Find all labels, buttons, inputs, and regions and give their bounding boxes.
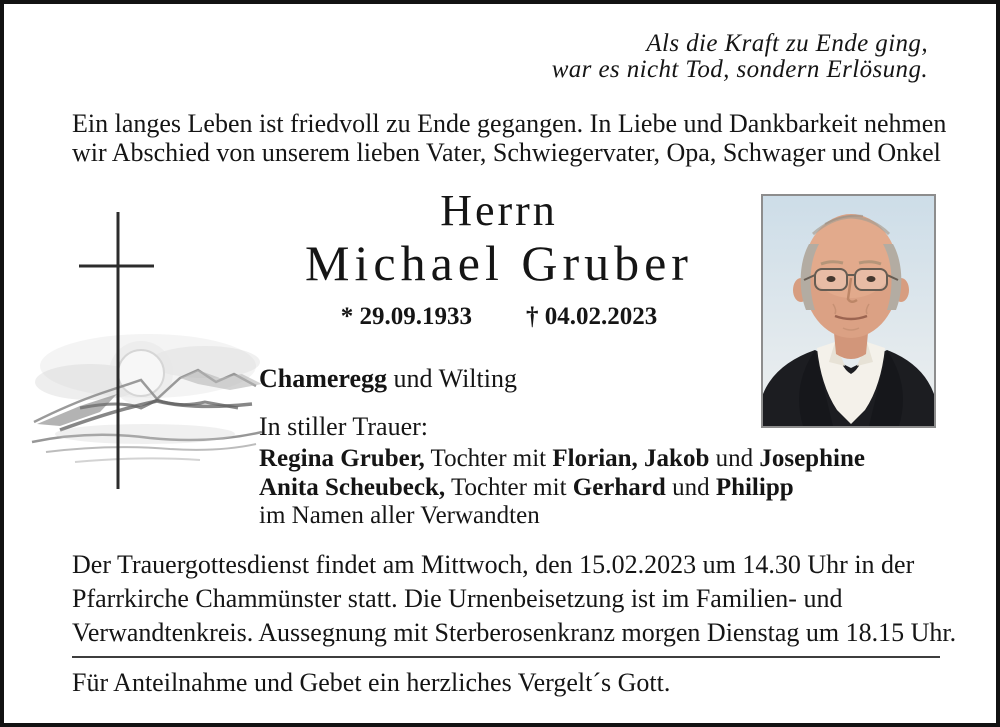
places-line: Chameregg und Wilting <box>259 364 517 393</box>
mourners-list <box>259 445 865 531</box>
death-date: † 04.02.2023 <box>526 303 658 330</box>
epigraph-line-1: Als die Kraft zu Ende ging, <box>646 30 928 57</box>
service-line-1: Der Trauergottesdienst findet am Mittwoch, den 15.02.2023 um 14.30 Uhr in der <box>72 550 915 579</box>
life-dates <box>144 303 854 331</box>
salutation: Herrn <box>440 186 558 235</box>
intro-line-2: wir Abschied von unserem lieben Vater, Schwiegervater, Opa, Schwager und Onkel <box>72 137 941 167</box>
mourning-heading: In stiller Trauer: <box>259 412 428 441</box>
epigraph-line-2: war es nicht Tod, sondern Erlösung. <box>551 56 928 83</box>
epigraph-quote <box>552 31 928 83</box>
birth-date: * 29.09.1933 <box>340 303 472 330</box>
mourner-line-3: im Namen aller Verwandten <box>259 502 540 529</box>
service-line-3: Verwandtenkreis. Aussegnung mit Sterberosenkranz morgen Dienstag um 18.15 Uhr. <box>72 618 957 647</box>
mourner-line-1: Regina Gruber, Tochter mit Florian, Jakob und Josephine <box>259 445 865 472</box>
service-details <box>72 548 956 650</box>
deceased-header <box>144 187 854 331</box>
separator-rule <box>72 656 940 658</box>
intro-paragraph <box>72 110 946 167</box>
service-line-2: Pfarrkirche Chammünster statt. Die Urnenbeisetzung ist im Familien- und <box>72 584 843 613</box>
intro-line-1: Ein langes Leben ist friedvoll zu Ende gegangen. In Liebe und Dankbarkeit nehmen <box>72 109 947 138</box>
closing-line: Für Anteilnahme und Gebet ein herzliches Vergelt´s Gott. <box>72 668 671 697</box>
mourner-line-2: Anita Scheubeck, Tochter mit Gerhard und Philipp <box>259 473 794 501</box>
deceased-name: Michael Gruber <box>305 235 693 291</box>
